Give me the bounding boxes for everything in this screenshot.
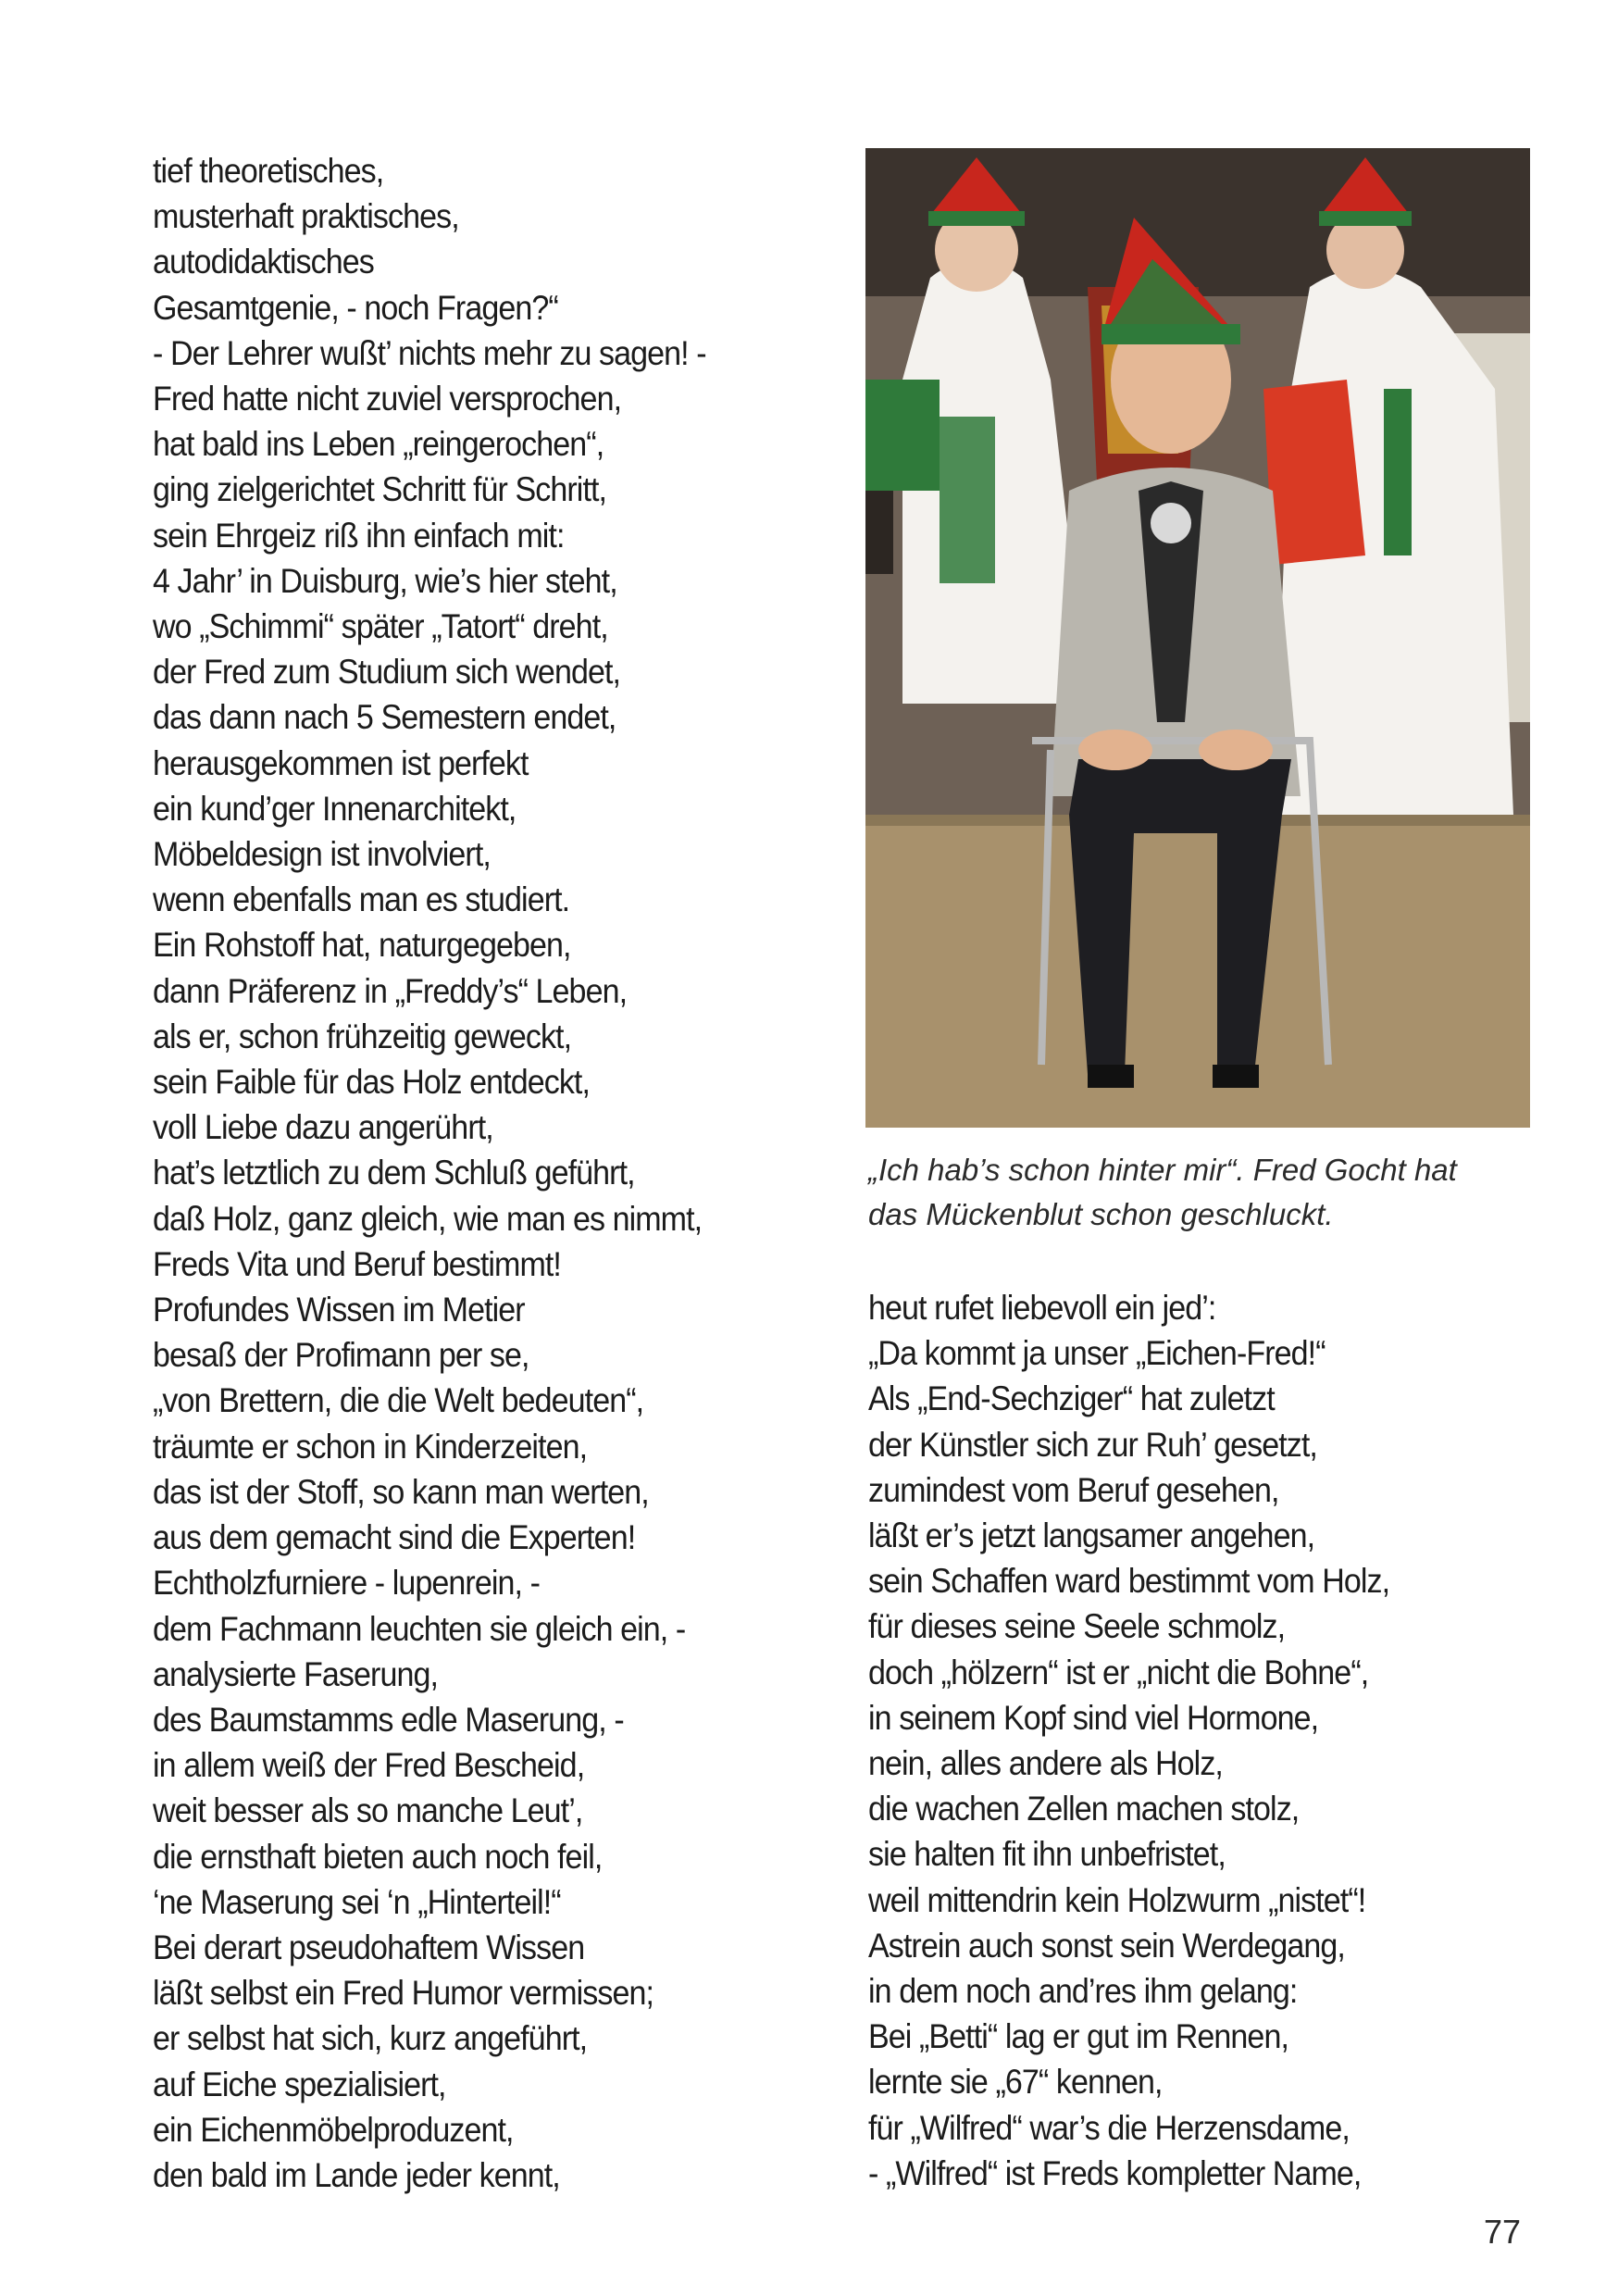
- caption-line-1: „Ich hab’s schon hinter mir“. Fred Gocht hat: [868, 1153, 1457, 1187]
- poem-line: der Fred zum Studium sich wendet,: [153, 653, 621, 692]
- poem-line: sein Schaffen ward bestimmt vom Holz,: [868, 1562, 1390, 1601]
- poem-line: Bei „Betti“ lag er gut im Rennen,: [868, 2017, 1289, 2056]
- poem-line: ging zielgerichtet Schritt für Schritt,: [153, 470, 607, 509]
- poem-line: träumte er schon in Kinderzeiten,: [153, 1427, 588, 1466]
- poem-line: analysierte Faserung,: [153, 1654, 439, 1693]
- page-number: 77: [1484, 2213, 1522, 2251]
- caption-line-2: das Mückenblut schon geschluckt.: [868, 1197, 1334, 1231]
- poem-line: für dieses seine Seele schmolz,: [868, 1607, 1286, 1646]
- poem-line: der Künstler sich zur Ruh’ gesetzt,: [868, 1425, 1317, 1464]
- poem-line: nein, alles andere als Holz,: [868, 1744, 1223, 1783]
- poem-line: wo „Schimmi“ später „Tatort“ dreht,: [153, 607, 608, 646]
- poem-line: sein Ehrgeiz riß ihn einfach mit:: [153, 516, 565, 555]
- poem-line: dann Präferenz in „Freddy’s“ Leben,: [153, 971, 628, 1010]
- poem-line: voll Liebe dazu angerührt,: [153, 1108, 493, 1147]
- poem-line: 4 Jahr’ in Duisburg, wie’s hier steht,: [153, 561, 617, 600]
- poem-line: tief theoretisches,: [153, 152, 384, 190]
- poem-line: - Der Lehrer wußt’ nichts mehr zu sagen! -: [153, 333, 706, 372]
- poem-line: „Da kommt ja unser „Eichen-Fred!“: [868, 1334, 1326, 1373]
- poem-line: Bei derart pseudohaftem Wissen: [153, 1928, 585, 1966]
- poem-line: dem Fachmann leuchten sie gleich ein, -: [153, 1609, 686, 1648]
- poem-line: weil mittendrin kein Holzwurm „nistet“!: [868, 1880, 1366, 1919]
- poem-line: „von Brettern, die die Welt bedeuten“,: [153, 1381, 644, 1420]
- poem-line: Astrein auch sonst sein Werdegang,: [868, 1926, 1345, 1965]
- poem-right-column: [868, 1285, 1499, 2196]
- poem-line: ‘ne Maserung sei ‘n „Hinterteil!“: [153, 1882, 561, 1921]
- poem-line: besaß der Profimann per se,: [153, 1336, 529, 1375]
- photo-illustration: [865, 148, 1530, 1128]
- poem-line: Freds Vita und Beruf bestimmt!: [153, 1244, 561, 1283]
- poem-line: als er, schon frühzeitig geweckt,: [153, 1017, 572, 1055]
- photo-caption: [868, 1148, 1535, 1237]
- poem-line: - „Wilfred“ ist Freds kompletter Name,: [868, 2153, 1362, 2192]
- poem-line: daß Holz, ganz gleich, wie man es nimmt,: [153, 1199, 703, 1238]
- poem-line: heut rufet liebevoll ein jed’:: [868, 1289, 1216, 1327]
- poem-line: lernte sie „67“ kennen,: [868, 2063, 1163, 2102]
- poem-line: für „Wilfred“ war’s die Herzensdame,: [868, 2108, 1350, 2147]
- poem-line: sein Faible für das Holz entdeckt,: [153, 1063, 591, 1102]
- poem-line: läßt er’s jetzt langsamer angehen,: [868, 1516, 1315, 1555]
- poem-line: Möbeldesign ist involviert,: [153, 835, 491, 874]
- poem-line: die ernsthaft bieten auch noch feil,: [153, 1837, 603, 1876]
- poem-line: hat’s letztlich zu dem Schluß geführt,: [153, 1154, 635, 1192]
- poem-line: hat bald ins Leben „reingerochen“,: [153, 425, 604, 464]
- poem-line: Echtholzfurniere - lupenrein, -: [153, 1564, 541, 1603]
- poem-line: weit besser als so manche Leut’,: [153, 1791, 583, 1830]
- poem-line: ein Eichenmöbelproduzent,: [153, 2110, 514, 2149]
- poem-line: Fred hatte nicht zuviel versprochen,: [153, 380, 622, 418]
- poem-left-column: [153, 148, 715, 2198]
- poem-line: auf Eiche spezialisiert,: [153, 2065, 446, 2103]
- poem-line: des Baumstamms edle Maserung, -: [153, 1700, 624, 1739]
- poem-line: ein kund’ger Innenarchitekt,: [153, 789, 517, 828]
- poem-line: Gesamtgenie, - noch Fragen?“: [153, 288, 558, 327]
- poem-line: Ein Rohstoff hat, naturgegeben,: [153, 926, 571, 965]
- poem-line: doch „hölzern“ ist er „nicht die Bohne“,: [868, 1653, 1369, 1691]
- carnival-photo: [865, 148, 1530, 1128]
- poem-line: läßt selbst ein Fred Humor vermissen;: [153, 1974, 654, 2013]
- poem-line: in dem noch and’res ihm gelang:: [868, 1972, 1298, 2011]
- poem-line: zumindest vom Beruf gesehen,: [868, 1470, 1279, 1509]
- poem-line: die wachen Zellen machen stolz,: [868, 1790, 1300, 1828]
- poem-line: das dann nach 5 Semestern endet,: [153, 698, 616, 737]
- poem-line: musterhaft praktisches,: [153, 197, 459, 236]
- poem-line: autodidaktisches: [153, 243, 374, 281]
- poem-line: er selbst hat sich, kurz angeführt,: [153, 2019, 588, 2058]
- poem-line: sie halten fit ihn unbefristet,: [868, 1835, 1226, 1874]
- poem-line: in seinem Kopf sind viel Hormone,: [868, 1698, 1319, 1737]
- poem-line: herausgekommen ist perfekt: [153, 743, 529, 782]
- poem-line: in allem weiß der Fred Bescheid,: [153, 1746, 585, 1785]
- poem-line: Profundes Wissen im Metier: [153, 1291, 525, 1329]
- poem-line: den bald im Lande jeder kennt,: [153, 2155, 560, 2194]
- poem-line: wenn ebenfalls man es studiert.: [153, 880, 570, 919]
- poem-line: das ist der Stoff, so kann man werten,: [153, 1472, 649, 1511]
- poem-line: aus dem gemacht sind die Experten!: [153, 1518, 636, 1557]
- poem-line: Als „End-Sechziger“ hat zuletzt: [868, 1379, 1275, 1418]
